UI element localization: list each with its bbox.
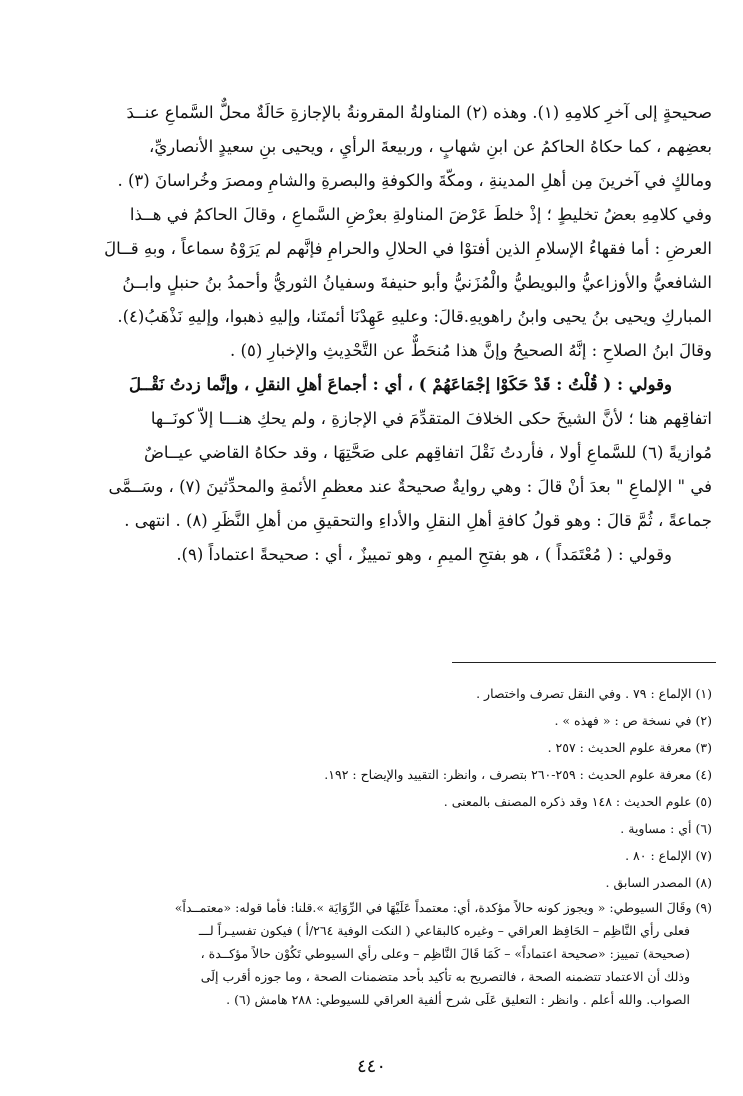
footnote-line: (٤) معرفة علوم الحديث : ٢٥٩-٢٦٠ بتصرف ، وانظر: التقييد والإيضاح : ١٩٢. — [324, 767, 712, 782]
text-line: وقولي : ( مُعْتَمَداً ) ، هو بفتحِ الميمِ ، وهو تمييزٌ ، أي : صحيحةً اعتماداً (٩). — [176, 545, 672, 564]
main-text — [92, 96, 712, 572]
text-line: الشافعيُّ والأوزاعيُّ والبويطيُّ والْمُزَنيُّ وأبو حنيفةَ وسفيانُ الثوريُّ وأحمدُ بنُ حنبلٍ وابــنُ — [122, 273, 712, 292]
footnote-line: الصواب. والله أعلم . وانظر : التعليق عَلَى شرح ألفية العراقي للسيوطي: ٢٨٨ هامش (٦) . — [226, 992, 690, 1007]
text-line: اتفاقِهم هنا ؛ لأنَّ الشيخَ حكى الخلافَ المتقدِّمَ في الإجازةِ ، ولم يحكِ هنـــا إلاّ كونَــها — [150, 409, 712, 428]
text-line: في " الإلماعِ " بعدَ أنْ قالَ : وهي روايةٌ صحيحةٌ عند معظمِ الأئمةِ والمحدِّثينَ (٧) ، وسَــمَّى — [108, 477, 712, 496]
text-line: وقالَ ابنُ الصلاحِ : إنَّهُ الصحيحُ وإنَّ هذا مُنحَطٌّ عن التَّحْدِيثِ والإخبارِ (٥) . — [230, 341, 712, 360]
footnote-line: (٥) علوم الحديث : ١٤٨ وقد ذكره المصنف بالمعنى . — [443, 794, 712, 809]
footnote-separator — [452, 662, 716, 663]
footnote-line: وذلك أن الاعتماد تتضمنه الصحة ، فالتصريح به تأكيد بأحد متضمنات الصحة ، وما جوزه أقرب إلَى — [200, 969, 690, 984]
text-line: ومالكٍ في آخرينَ مِن أهلِ المدينةِ ، ومكّةَ والكوفةِ والبصرةِ والشامِ ومصرَ وخُراسانَ (٣) . — [117, 171, 712, 190]
footnote-line: (٨) المصدر السابق . — [605, 875, 712, 890]
text-line: المباركِ ويحيى بنُ يحيى وابنُ راهويهِ.قالَ: وعليهِ عَهِدْنَا أئمتَنا، وإليهِ ذهبوا، وإليهِ نَذْهَبُ(٤). — [117, 307, 712, 326]
text-line: صحيحةٍ إلى آخرِ كلامِهِ (١). وهذه (٢) المناولةُ المقرونةُ بالإجازةِ حَالَةٌ محلٌّ السَّماعِ عنــدَ — [126, 103, 712, 122]
footnote-line: (٣) معرفة علوم الحديث : ٢٥٧ . — [547, 740, 712, 755]
footnote-line: فعلى رأي النَّاظِم – الحَافِظ العراقي – وغيره كالبقاعي ( النكت الوفية ٢٦٤/أ ) فيكون تفسيـراً لـــ — [198, 923, 690, 938]
footnotes — [92, 680, 712, 1011]
text-line: وفي كلامِهِ بعضُ تخليطٍ ؛ إذْ خلطَ عَرْضَ المناولةِ بعرْضِ السَّماعِ ، وقالَ الحاكمُ في هــذا — [129, 205, 712, 224]
footnote-line: (٦) أي : مساوية . — [620, 821, 712, 836]
page-number: ٤٤٠ — [356, 1056, 386, 1077]
text-line: العرضِ : أما فقهاءُ الإسلامِ الذين أفتوْا في الحلالِ والحرامِ فإنَّهم لم يَرَوْهُ سماعاً ، وبهِ قــالَ — [104, 239, 712, 258]
text-line: بعضِهم ، كما حكاهُ الحاكمُ عن ابنِ شهابٍ ، وربيعةَ الرأيِ ، ويحيى بنِ سعيدٍ الأنصاريِّ، — [149, 137, 712, 156]
footnote-line: (١) الإلماع : ٧٩ . وفي النقل تصرف واختصار . — [476, 686, 712, 701]
footnote-line: (صحيحة) تمييز: «صحيحة اعتماداً» – كَمَا قَالَ النَّاظِم – وعلى رأي السيوطي تَكُوْن حالاً مؤكــدة ، — [200, 946, 690, 961]
text-line: مُوازيةً (٦) للسَّماعِ أولا ، فأردتُ نَقْلَ اتفاقِهم على صَحَّتِهَا ، وقد حكاهُ القاضي عيــاضٌ — [143, 443, 712, 462]
text-line: وقولي : ( قُلْتُ : قَدْ حَكَوْا إجْمَاعَهُمْ ) ، أي : أجماعَ أهلِ النقلِ ، وإنَّما زدتُ نَقْــلَ — [129, 375, 672, 394]
text-line: جماعةً ، ثُمَّ قالَ : وهو قولُ كافةِ أهلِ النقلِ والأداءِ والتحقيقِ من أهلِ النَّظَرِ (٨) . انتهى . — [124, 511, 712, 530]
footnote-line: (٩) وقَالَ السيوطي: « ويجوز كونه حالاً مؤكدة، أي: معتمداً عَلَيْهَا في الرِّوَايَة ».قلنا: فأما قوله: «معتمــداً» — [174, 900, 712, 915]
footnote-line: (٢) في نسخة ص : « فهذه » . — [554, 713, 712, 728]
footnote-line: (٧) الإلماع : ٨٠ . — [625, 848, 712, 863]
